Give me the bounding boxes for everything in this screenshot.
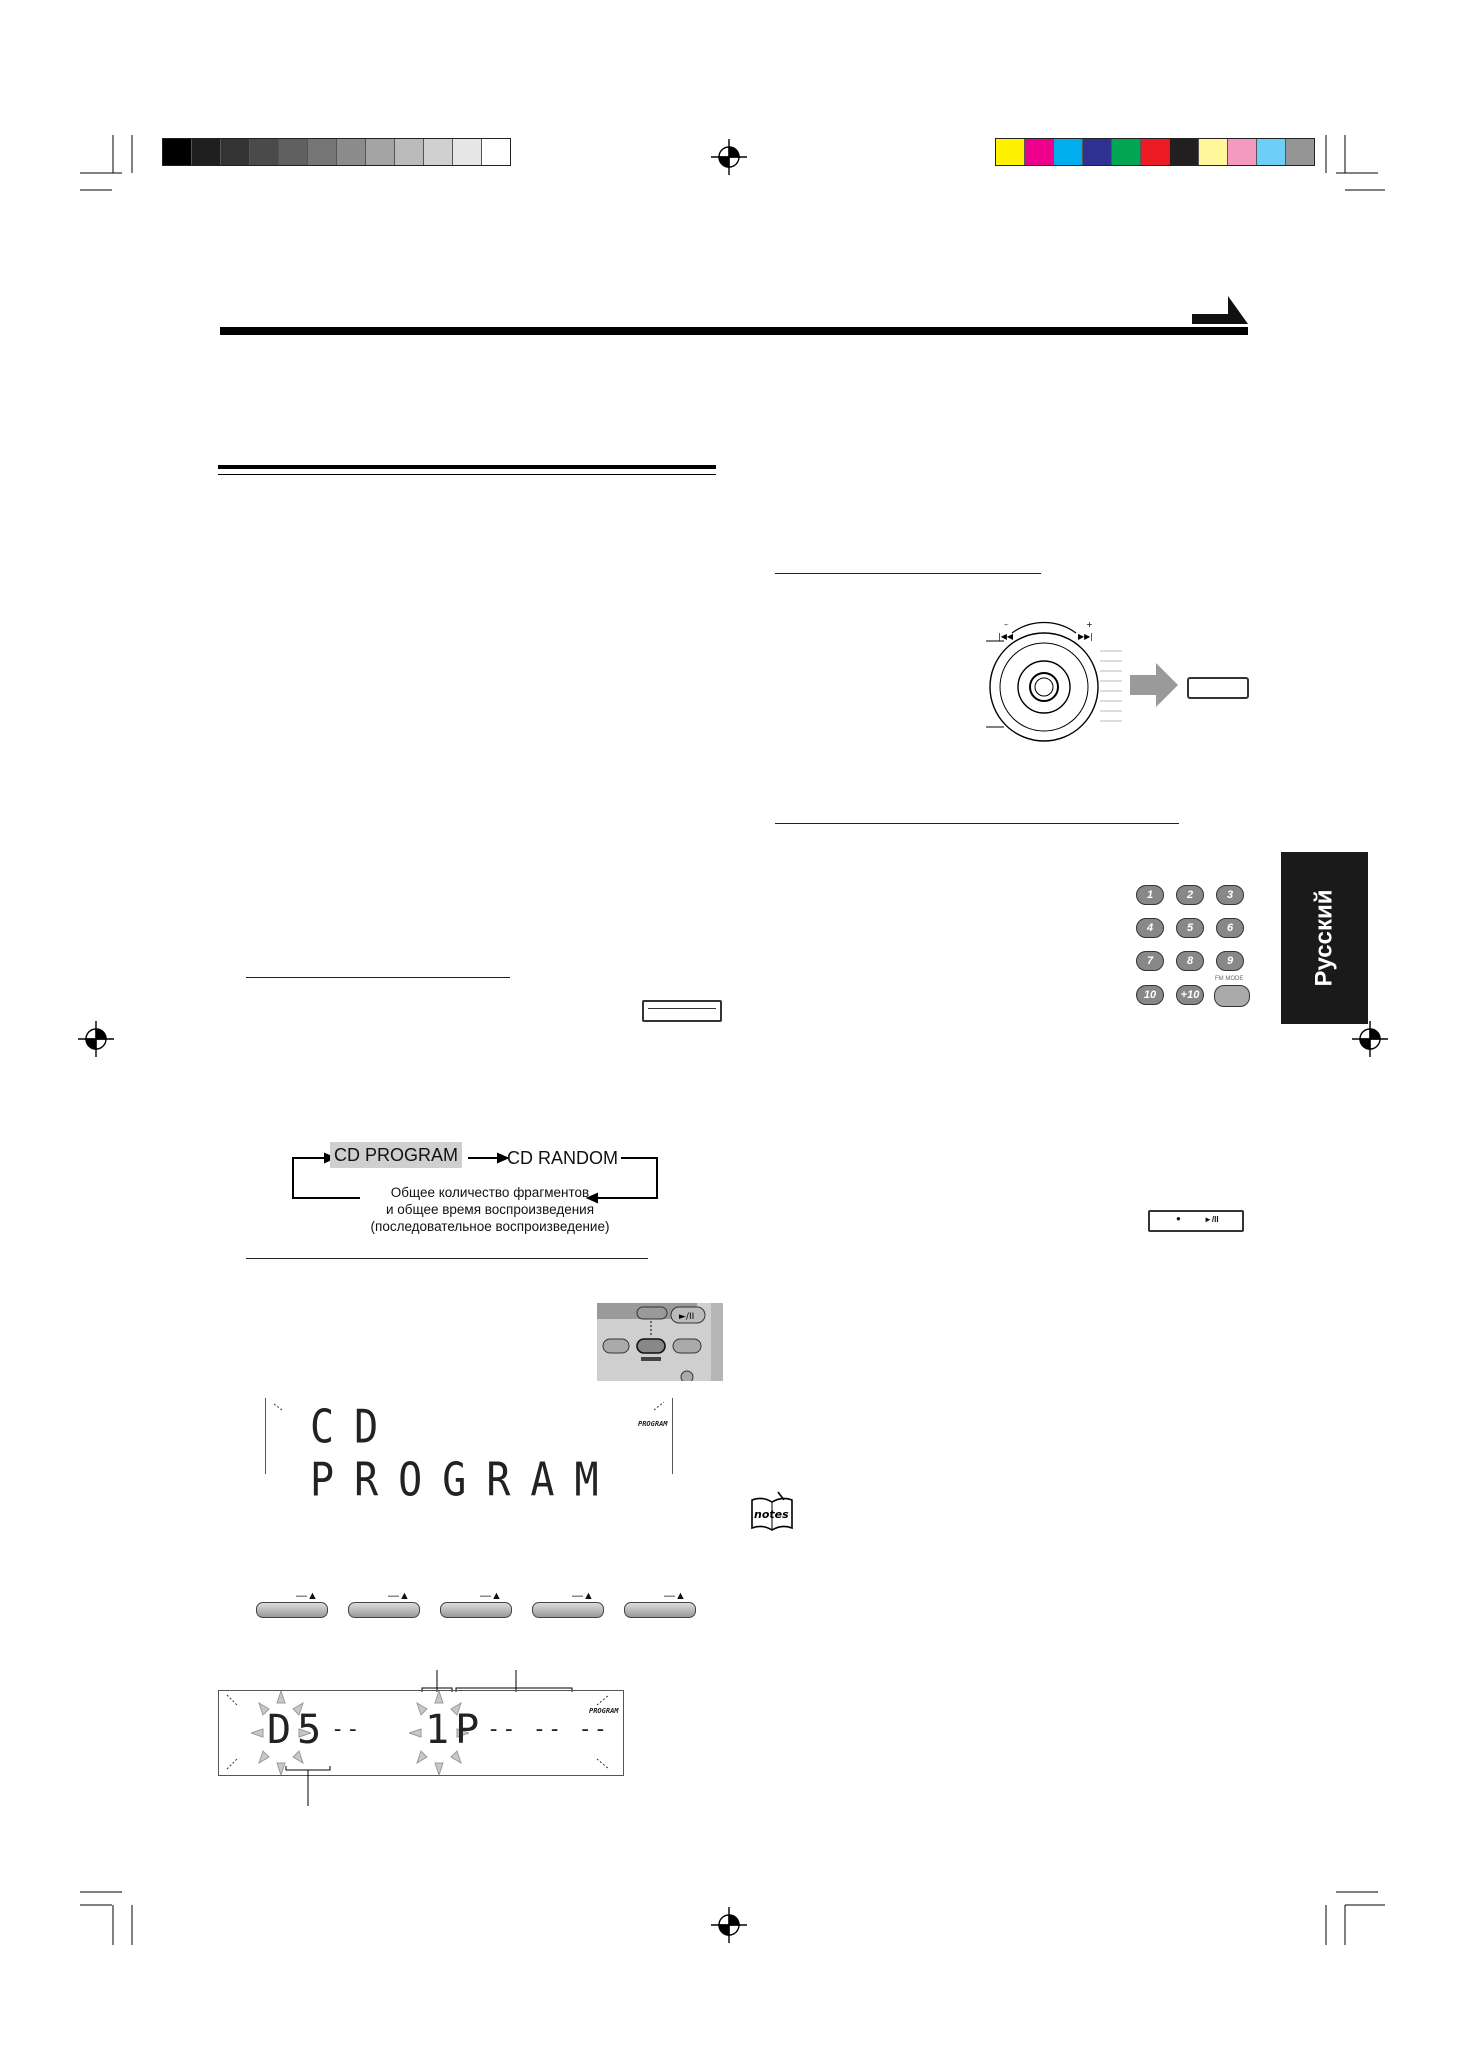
color-swatch xyxy=(1054,139,1083,165)
notes-label: notes xyxy=(754,1508,789,1521)
flow-step-cd-random xyxy=(507,1148,618,1169)
flow-return-line-1: Общее количество фрагментов xyxy=(390,1185,590,1200)
gray-swatch xyxy=(308,139,337,165)
disc-slot-button-4[interactable] xyxy=(532,1590,602,1620)
lcd-disc-dashes: -- xyxy=(331,1717,362,1742)
subsection-rule-4 xyxy=(775,823,1179,824)
section-double-rule xyxy=(218,465,716,469)
lcd-time-dashes: -- -- -- xyxy=(487,1717,609,1742)
dial-prev-icon: |◀◀ xyxy=(998,632,1013,641)
gray-swatch xyxy=(482,139,510,165)
disc-slot-body xyxy=(440,1602,512,1618)
cd-mode-button[interactable] xyxy=(642,1000,722,1022)
language-tab xyxy=(1281,852,1368,1024)
gray-swatch xyxy=(192,139,221,165)
arrow-right-icon xyxy=(1130,663,1178,707)
registration-target-top xyxy=(711,139,747,175)
fm-mode-label: FM MODE xyxy=(1215,976,1244,982)
keypad-button-8[interactable]: 8 xyxy=(1176,951,1204,971)
registration-target-left xyxy=(78,1021,114,1057)
color-swatch xyxy=(1257,139,1286,165)
disc-slot-body xyxy=(532,1602,604,1618)
keypad-button-10[interactable]: 10 xyxy=(1136,985,1164,1005)
subsection-rule-2 xyxy=(246,1258,648,1259)
color-calibration-bar xyxy=(995,138,1315,166)
flow-return-line-3: (последовательное воспроизведение) xyxy=(370,1219,610,1234)
gray-swatch xyxy=(337,139,366,165)
color-swatch xyxy=(1170,139,1199,165)
lcd-step-indicator: PROGRAM xyxy=(589,1707,619,1715)
keypad-button-7[interactable]: 7 xyxy=(1136,951,1164,971)
disc-slot-body xyxy=(348,1602,420,1618)
disc-slot-body xyxy=(256,1602,328,1618)
gray-swatch xyxy=(424,139,453,165)
disc-slot-button-1[interactable] xyxy=(256,1590,326,1620)
jog-dial-illustration xyxy=(982,617,1252,747)
language-tab-label: Русский xyxy=(1310,889,1338,987)
gray-swatch xyxy=(279,139,308,165)
keypad-button-4[interactable]: 4 xyxy=(1136,918,1164,938)
color-swatch xyxy=(1286,139,1314,165)
lcd-program-text: CD PROGRAM xyxy=(310,1401,619,1507)
section-double-rule-lower xyxy=(218,474,716,475)
dial-minus-label: – xyxy=(1004,620,1008,629)
keypad-button-9[interactable]: 9 xyxy=(1216,951,1244,971)
cd-program-label: CD PROGRAM xyxy=(330,1142,462,1168)
notes-icon xyxy=(748,1490,796,1532)
color-swatch xyxy=(1141,139,1170,165)
subsection-rule-1 xyxy=(246,977,510,978)
flow-return-text xyxy=(340,1184,640,1235)
remote-control-partial xyxy=(597,1303,723,1381)
eject-icon: —▲ xyxy=(296,1590,318,1602)
color-swatch xyxy=(1112,139,1141,165)
flow-return-line-2: и общее время воспроизведения xyxy=(385,1202,595,1217)
subsection-rule-3 xyxy=(775,573,1041,574)
record-dot-icon: ● xyxy=(1176,1214,1181,1223)
gray-swatch xyxy=(453,139,482,165)
flow-step-cd-program xyxy=(330,1145,462,1166)
keypad-button-plus10[interactable]: +10 xyxy=(1176,985,1204,1005)
continue-arrow-icon xyxy=(1192,296,1250,328)
lcd-program-indicator: PROGRAM xyxy=(638,1420,668,1428)
play-pause-label: ►/II xyxy=(1204,1215,1219,1224)
eject-icon: —▲ xyxy=(480,1590,502,1602)
color-swatch xyxy=(1083,139,1112,165)
lcd-step-disc-callout xyxy=(280,1760,340,1810)
lcd-display-step xyxy=(218,1690,624,1776)
disc-slot-body xyxy=(624,1602,696,1618)
gray-swatch xyxy=(221,139,250,165)
cd-random-label: CD RANDOM xyxy=(507,1148,618,1168)
keypad-button-6[interactable]: 6 xyxy=(1216,918,1244,938)
color-swatch xyxy=(996,139,1025,165)
eject-icon: —▲ xyxy=(664,1590,686,1602)
keypad-button-1[interactable]: 1 xyxy=(1136,885,1164,905)
disc-slot-button-3[interactable] xyxy=(440,1590,510,1620)
eject-icon: —▲ xyxy=(388,1590,410,1602)
color-swatch xyxy=(1199,139,1228,165)
keypad-button-5[interactable]: 5 xyxy=(1176,918,1204,938)
disc-slot-button-2[interactable] xyxy=(348,1590,418,1620)
svg-text:►/II: ►/II xyxy=(679,1312,695,1322)
gray-swatch xyxy=(163,139,192,165)
color-swatch xyxy=(1228,139,1257,165)
play-pause-button[interactable] xyxy=(1148,1210,1244,1232)
header-rule xyxy=(220,327,1248,335)
eject-icon: —▲ xyxy=(572,1590,594,1602)
registration-target-right xyxy=(1352,1021,1388,1057)
gray-swatch xyxy=(250,139,279,165)
disc-slot-button-5[interactable] xyxy=(624,1590,694,1620)
lcd-track-number: 1P xyxy=(425,1707,486,1753)
gray-swatch xyxy=(366,139,395,165)
keypad-button-2[interactable]: 2 xyxy=(1176,885,1204,905)
lcd-corner-marks xyxy=(266,1398,672,1474)
lcd-disc-number: D5 xyxy=(267,1707,328,1753)
gray-calibration-bar xyxy=(162,138,511,166)
lcd-display-program xyxy=(265,1398,673,1507)
dial-next-icon: ▶▶| xyxy=(1078,632,1093,641)
gray-swatch xyxy=(395,139,424,165)
color-swatch xyxy=(1025,139,1054,165)
keypad-button-3[interactable]: 3 xyxy=(1216,885,1244,905)
registration-target-bottom xyxy=(711,1907,747,1943)
fm-mode-button[interactable] xyxy=(1214,985,1250,1007)
dial-plus-label: + xyxy=(1086,620,1093,629)
